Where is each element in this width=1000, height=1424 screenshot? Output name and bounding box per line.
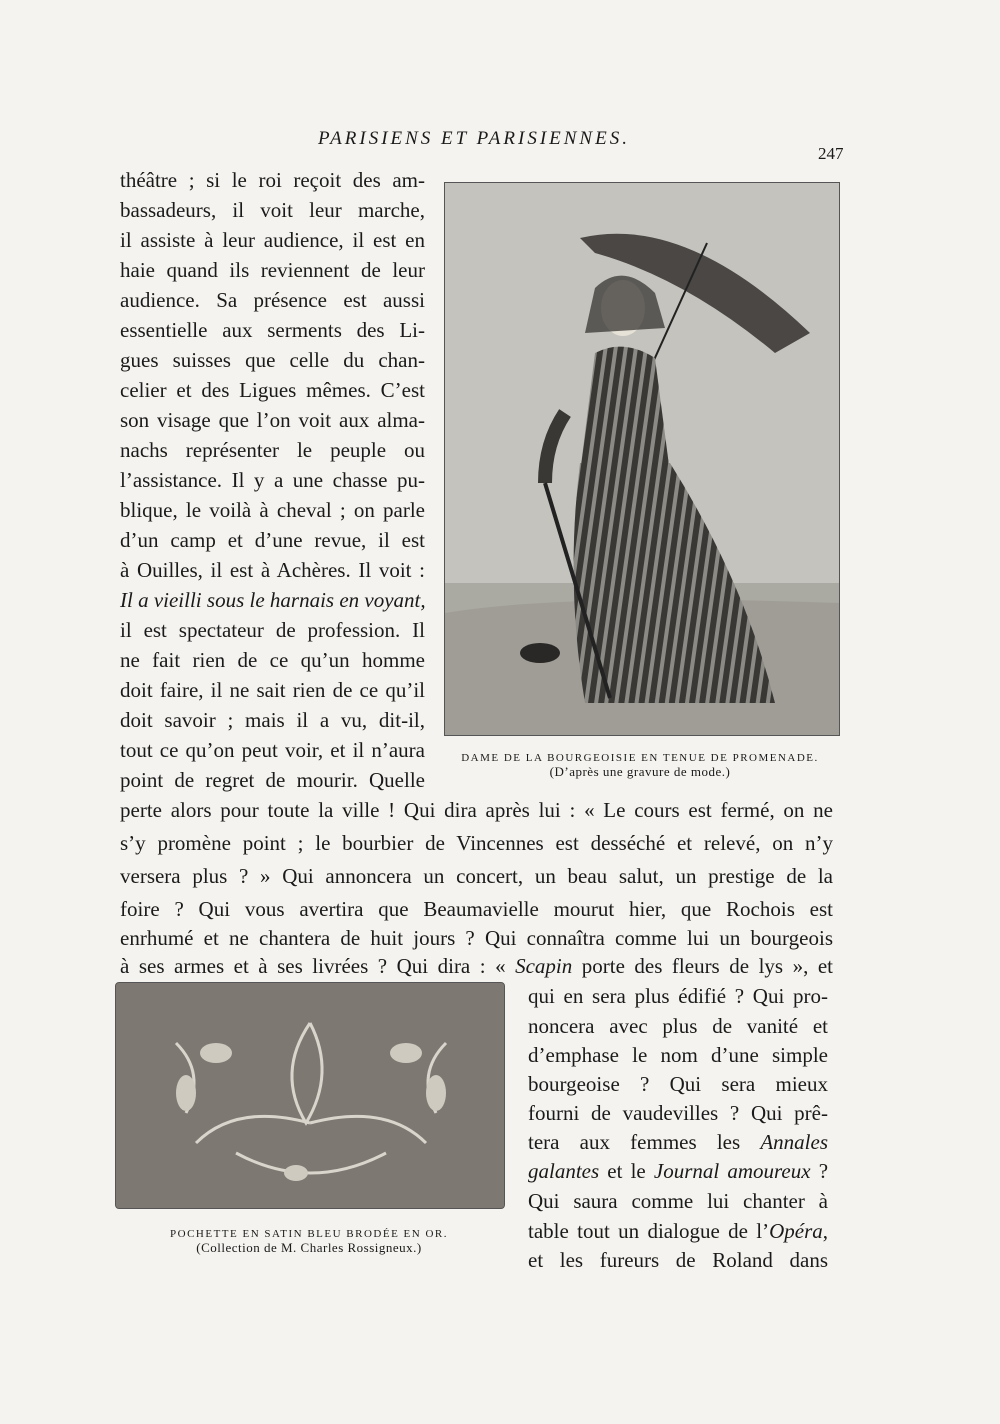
figure1-caption-title: DAME DE LA BOURGEOISIE EN TENUE DE PROMENADE. xyxy=(461,752,819,764)
text-line: il assiste à leur audience, il est en xyxy=(120,228,425,252)
italic-title: Opéra xyxy=(769,1219,823,1243)
figure1-caption-source: (D’après une gravure de mode.) xyxy=(549,764,731,779)
text-fragment: ? xyxy=(810,1159,829,1183)
text-line: ne fait rien de ce qu’un homme xyxy=(120,648,425,672)
text-line: enrhumé et ne chantera de huit jours ? Qui connaîtra comme lui un bourgeois xyxy=(120,926,833,950)
text-line: s’y promène point ; le bourbier de Vincennes est desséché et relevé, on n’y xyxy=(120,831,833,855)
text-fragment: à ses armes et à ses livrées ? Qui dira : « xyxy=(120,954,516,978)
text-line: audience. Sa présence est aussi xyxy=(120,288,425,312)
figure1-caption xyxy=(455,752,825,780)
text-fragment: tera aux femmes les xyxy=(528,1130,761,1154)
text-line: théâtre ; si le roi reçoit des am- xyxy=(120,168,425,192)
text-line: gues suisses que celle du chan- xyxy=(120,348,425,372)
italic-title: Annales xyxy=(760,1130,828,1154)
text-line: d’emphase le nom d’une simple xyxy=(528,1043,828,1067)
text-line xyxy=(528,1128,828,1157)
text-line: nachs représenter le peuple ou xyxy=(120,438,425,462)
text-line: qui en sera plus édifié ? Qui pro- xyxy=(528,984,828,1008)
text-line: il est spectateur de profession. Il xyxy=(120,618,425,642)
text-line: bassadeurs, il voit leur marche, xyxy=(120,198,425,222)
text-line: l’assistance. Il y a une chasse pu- xyxy=(120,468,425,492)
text-line: à Ouilles, il est à Achères. Il voit : xyxy=(120,558,425,582)
page-number: 247 xyxy=(818,144,844,163)
text-fragment: , xyxy=(822,1219,828,1243)
text-line: noncera avec plus de vanité et xyxy=(528,1014,828,1038)
text-line: d’un camp et d’une revue, il est xyxy=(120,528,425,552)
text-line: Qui saura comme lui chanter à xyxy=(528,1189,828,1213)
italic-title: Journal amoureux xyxy=(653,1159,811,1183)
embroidered-pochette-image xyxy=(115,982,505,1209)
text-line xyxy=(528,1217,828,1246)
text-line: point de regret de mourir. Quelle xyxy=(120,768,425,792)
text-line: et les fureurs de Roland dans xyxy=(528,1248,828,1272)
text-line xyxy=(528,1157,828,1186)
text-line: tout ce qu’on peut voir, et il n’aura xyxy=(120,738,425,762)
text-line: doit savoir ; mais il a vu, dit-il, xyxy=(120,708,425,732)
figure2-caption xyxy=(115,1228,503,1256)
italic-title: galantes xyxy=(528,1159,600,1183)
text-line: fourni de vaudevilles ? Qui prê- xyxy=(528,1101,828,1125)
text-line: blique, le voilà à cheval ; on parle xyxy=(120,498,425,522)
italic-quote: Il a vieilli sous le harnais en voyant, xyxy=(120,588,426,612)
figure2-caption-title: POCHETTE EN SATIN BLEU BRODÉE EN OR. xyxy=(170,1228,448,1240)
text-line: celier et des Ligues mêmes. C’est xyxy=(120,378,425,402)
text-line: doit faire, il ne sait rien de ce qu’il xyxy=(120,678,425,702)
text-line: bourgeoise ? Qui sera mieux xyxy=(528,1072,828,1096)
figure2-caption-source: (Collection de M. Charles Rossigneux.) xyxy=(196,1240,422,1255)
text-line: haie quand ils reviennent de leur xyxy=(120,258,425,282)
running-header: PARISIENS ET PARISIENNES. xyxy=(318,128,630,149)
text-fragment: porte des fleurs de lys », et xyxy=(572,954,833,978)
text-fragment: table tout un dialogue de l’ xyxy=(528,1219,770,1243)
text-line: essentielle aux serments des Li- xyxy=(120,318,425,342)
text-line xyxy=(120,586,425,615)
fashion-engraving-image xyxy=(444,182,840,736)
text-line: son visage que l’on voit aux alma- xyxy=(120,408,425,432)
italic-title: Scapin xyxy=(515,954,573,978)
text-fragment: et le xyxy=(599,1159,654,1183)
text-line: perte alors pour toute la ville ! Qui dira après lui : « Le cours est fermé, on ne xyxy=(120,798,833,822)
text-line xyxy=(120,952,833,981)
text-line: versera plus ? » Qui annoncera un concert, un beau salut, un prestige de la xyxy=(120,864,833,888)
text-line: foire ? Qui vous avertira que Beaumavielle mourut hier, que Rochois est xyxy=(120,897,833,921)
